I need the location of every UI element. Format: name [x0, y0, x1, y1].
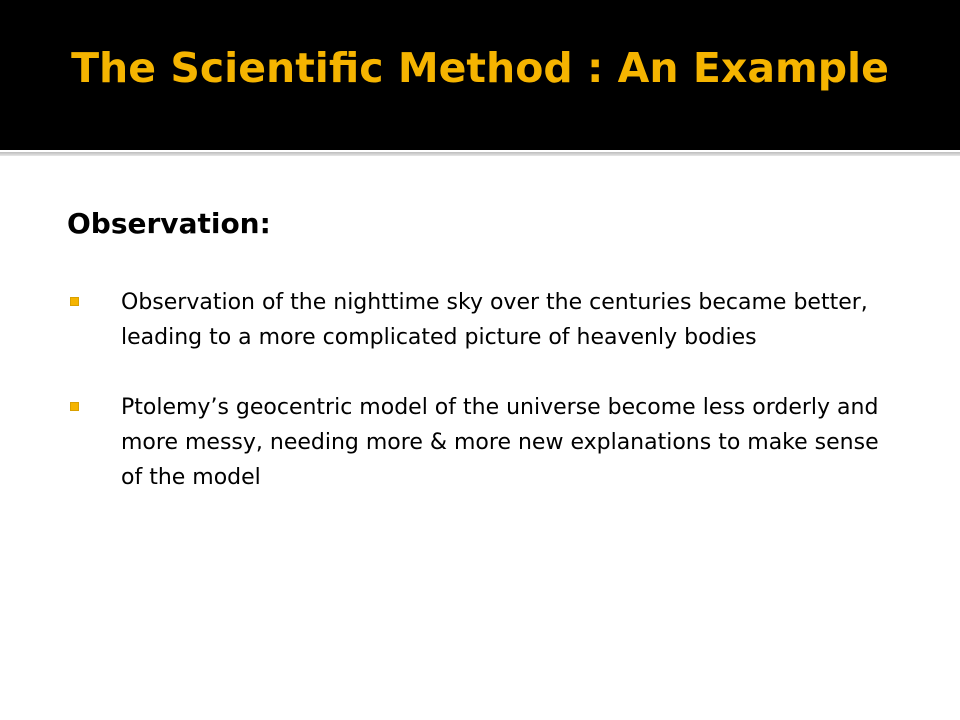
bullet-list [67, 285, 897, 495]
square-bullet-icon [70, 297, 79, 306]
bullet-text: Observation of the nighttime sky over the centuries became better, leading to a more complicated picture of heavenly bodies [121, 290, 868, 350]
slide-content [67, 205, 897, 530]
section-heading: Observation: [67, 207, 271, 240]
bullet-text: Ptolemy’s geocentric model of the universe become less orderly and more messy, needing more & more new explanations to make sense of the model [121, 395, 879, 490]
square-bullet-icon [70, 402, 79, 411]
title-divider [0, 152, 960, 156]
bullet-item [67, 390, 897, 495]
title-bar [0, 0, 960, 150]
bullet-item [67, 285, 897, 355]
slide-title: The Scientific Method : An Example [71, 44, 889, 92]
